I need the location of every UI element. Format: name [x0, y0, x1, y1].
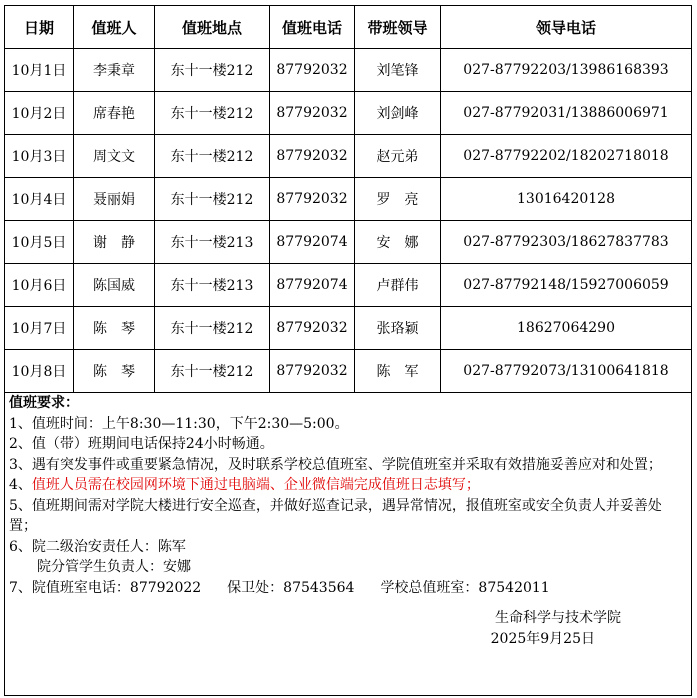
- cell-phone: 87792032: [270, 350, 355, 393]
- cell-leader: 张珞颖: [355, 307, 441, 350]
- security-office-phone: 保卫处：87543564: [227, 579, 355, 596]
- cell-date: 10月8日: [5, 350, 74, 393]
- cell-date: 10月1日: [5, 49, 74, 92]
- cell-leader-phone: 027-87792202/18202718018: [441, 135, 692, 178]
- cell-phone: 87792074: [270, 264, 355, 307]
- cell-leader-phone: 13016420128: [441, 178, 692, 221]
- cell-leader-phone: 027-87792031/13886006971: [441, 92, 692, 135]
- requirement-item-4: [9, 475, 687, 496]
- header-leader: 带班领导: [355, 6, 441, 49]
- cell-person: 谢 静: [74, 221, 155, 264]
- requirement-item-2: 2、值（带）班期间电话保持24小时畅通。: [9, 436, 274, 452]
- cell-place: 东十一楼212: [155, 92, 270, 135]
- cell-place: 东十一楼212: [155, 178, 270, 221]
- cell-leader: 罗 亮: [355, 178, 441, 221]
- cell-phone: 87792032: [270, 307, 355, 350]
- college-duty-phone: 7、院值班室电话：87792022: [9, 579, 202, 596]
- cell-phone: 87792032: [270, 135, 355, 178]
- requirement-item-4-highlight: 值班人员需在校园网环境下通过电脑端、企业微信端完成值班日志填写；: [31, 477, 480, 493]
- cell-person: 席春艳: [74, 92, 155, 135]
- school-duty-phone: 学校总值班室：87542011: [380, 579, 550, 596]
- cell-phone: 87792032: [270, 92, 355, 135]
- table-row: [5, 221, 692, 264]
- requirement-item-4-prefix: 4、: [9, 477, 32, 493]
- signature-date: 2025年9月25日: [490, 630, 595, 647]
- requirement-item-5: 5、值班期间需对学院大楼进行安全巡查，并做好巡查记录，遇异常情况，报值班室或安全负责人并妥善处置；: [9, 497, 662, 534]
- cell-leader-phone: 027-87792203/13986168393: [441, 49, 692, 92]
- table-header-row: [5, 6, 692, 49]
- table-row: [5, 264, 692, 307]
- cell-place: 东十一楼213: [155, 221, 270, 264]
- requirement-item-6b: 院分管学生负责人：安娜: [37, 559, 191, 575]
- cell-leader-phone: 027-87792073/13100641818: [441, 350, 692, 393]
- cell-place: 东十一楼212: [155, 350, 270, 393]
- cell-phone: 87792032: [270, 178, 355, 221]
- cell-date: 10月2日: [5, 92, 74, 135]
- cell-date: 10月6日: [5, 264, 74, 307]
- cell-person: 陈 琴: [74, 350, 155, 393]
- cell-date: 10月3日: [5, 135, 74, 178]
- table-row: [5, 49, 692, 92]
- cell-leader-phone: 18627064290: [441, 307, 692, 350]
- cell-person: 陈 琴: [74, 307, 155, 350]
- cell-person: 聂丽娟: [74, 178, 155, 221]
- header-phone: 值班电话: [270, 6, 355, 49]
- header-leader-phone: 领导电话: [441, 6, 692, 49]
- cell-person: 周文文: [74, 135, 155, 178]
- cell-person: 李秉章: [74, 49, 155, 92]
- requirement-item-1: 1、值班时间：上午8:30—11:30，下午2:30—5:00。: [9, 415, 349, 432]
- cell-date: 10月4日: [5, 178, 74, 221]
- requirement-item-6a: 6、院二级治安责任人：陈军: [9, 538, 186, 555]
- table-row: [5, 350, 692, 393]
- cell-leader: 刘剑峰: [355, 92, 441, 135]
- table-row: [5, 135, 692, 178]
- cell-date: 10月7日: [5, 307, 74, 350]
- header-date: 日期: [5, 6, 74, 49]
- requirements-section: [5, 393, 692, 696]
- cell-place: 东十一楼212: [155, 49, 270, 92]
- cell-leader: 陈 军: [355, 350, 441, 393]
- cell-phone: 87792032: [270, 49, 355, 92]
- requirements-title: 值班要求：: [9, 395, 79, 411]
- header-person: 值班人: [74, 6, 155, 49]
- requirement-item-7: [9, 578, 687, 599]
- cell-phone: 87792074: [270, 221, 355, 264]
- header-place: 值班地点: [155, 6, 270, 49]
- cell-person: 陈国威: [74, 264, 155, 307]
- cell-leader: 安 娜: [355, 221, 441, 264]
- cell-place: 东十一楼212: [155, 307, 270, 350]
- cell-leader-phone: 027-87792148/15927006059: [441, 264, 692, 307]
- cell-leader: 卢群伟: [355, 264, 441, 307]
- requirement-item-3: 3、遇有突发事件或重要紧急情况，及时联系学校总值班室、学院值班室并采取有效措施妥善应对和处置；: [9, 456, 662, 473]
- cell-leader: 赵元弟: [355, 135, 441, 178]
- cell-place: 东十一楼213: [155, 264, 270, 307]
- cell-leader-phone: 027-87792303/18627837783: [441, 221, 692, 264]
- cell-leader: 刘笔锋: [355, 49, 441, 92]
- requirements-row: [5, 393, 692, 696]
- table-row: [5, 178, 692, 221]
- signature-org: 生命科学与技术学院: [495, 610, 621, 626]
- cell-place: 东十一楼212: [155, 135, 270, 178]
- table-row: [5, 307, 692, 350]
- duty-schedule-table: [4, 5, 692, 696]
- cell-date: 10月5日: [5, 221, 74, 264]
- table-row: [5, 92, 692, 135]
